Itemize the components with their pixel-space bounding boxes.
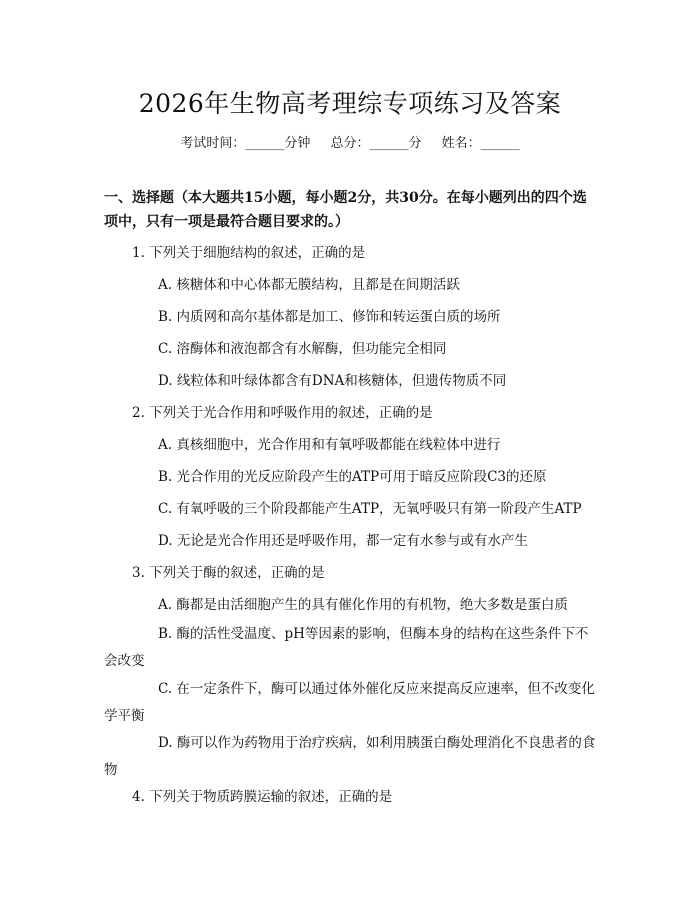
student-name-field: 姓名：______ — [441, 136, 520, 151]
question-1-option-a: A. 核糖体和中心体都无膜结构，且都是在间期活跃 — [158, 277, 460, 293]
question-1-stem: 1. 下列关于细胞结构的叙述，正确的是 — [132, 245, 366, 261]
exam-time-field: 考试时间：______分钟 — [180, 136, 311, 151]
question-3-option-a: A. 酶都是由活细胞产生的具有催化作用的有机物，绝大多数是蛋白质 — [158, 597, 568, 613]
question-4-stem: 4. 下列关于物质跨膜运输的叙述，正确的是 — [132, 789, 393, 805]
exam-meta — [0, 132, 700, 151]
question-2-option-c: C. 有氧呼吸的三个阶段都能产生ATP，无氧呼吸只有第一阶段产生ATP — [158, 501, 582, 517]
question-2-stem: 2. 下列关于光合作用和呼吸作用的叙述，正确的是 — [132, 405, 433, 421]
question-1-option-c: C. 溶酶体和液泡都含有水解酶，但功能完全相同 — [158, 341, 447, 357]
question-3-option-c: C. 在一定条件下，酶可以通过体外催化反应来提高反应速率，但不改变化学平衡 — [104, 681, 595, 724]
question-2-option-a: A. 真核细胞中，光合作用和有氧呼吸都能在线粒体中进行 — [158, 437, 501, 453]
section-heading: 一、选择题（本大题共15小题，每小题2分，共30分。在每小题列出的四个选项中，只有一项是最符合题目要求的。） — [104, 190, 587, 230]
total-score-field: 总分：______分 — [330, 136, 422, 151]
question-1-option-b: B. 内质网和高尔基体都是加工、修饰和转运蛋白质的场所 — [158, 309, 501, 325]
question-1-option-d: D. 线粒体和叶绿体都含有DNA和核糖体，但遗传物质不同 — [158, 373, 507, 389]
question-2-option-d: D. 无论是光合作用还是呼吸作用，都一定有水参与或有水产生 — [158, 533, 528, 549]
question-3-option-b: B. 酶的活性受温度、pH等因素的影响，但酶本身的结构在这些条件下不会改变 — [104, 626, 589, 669]
page-title: 2026年生物高考理综专项练习及答案 — [138, 89, 562, 118]
question-3-stem: 3. 下列关于酶的叙述，正确的是 — [132, 565, 325, 581]
question-2-option-b: B. 光合作用的光反应阶段产生的ATP可用于暗反应阶段C3的还原 — [158, 469, 547, 485]
question-3-option-d: D. 酶可以作为药物用于治疗疾病，如利用胰蛋白酶处理消化不良患者的食物 — [104, 735, 596, 778]
